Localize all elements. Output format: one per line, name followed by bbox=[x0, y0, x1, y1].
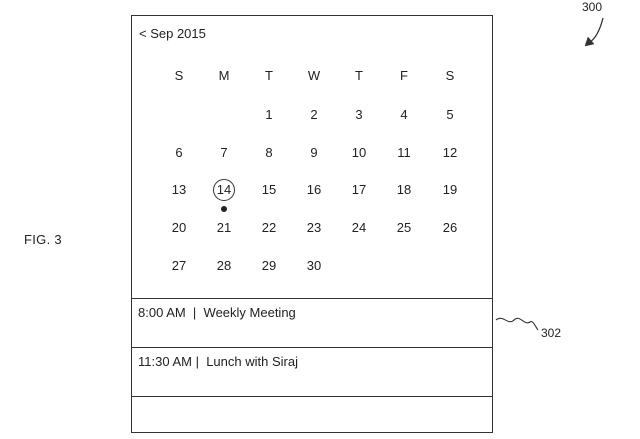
day-cell[interactable] bbox=[159, 179, 199, 201]
day-number: 10 bbox=[351, 145, 367, 160]
event-row[interactable] bbox=[132, 298, 492, 347]
day-number: 6 bbox=[175, 145, 183, 160]
day-cell[interactable] bbox=[249, 255, 289, 277]
day-number: 5 bbox=[446, 107, 454, 122]
day-number: 12 bbox=[442, 145, 458, 160]
weekday-label: S bbox=[174, 68, 184, 83]
weekday-label: S bbox=[445, 68, 455, 83]
day-cell[interactable] bbox=[294, 179, 334, 201]
weekday-label: T bbox=[265, 68, 273, 83]
day-number: 22 bbox=[261, 220, 277, 235]
leader-arrowhead-300 bbox=[585, 37, 594, 46]
day-cell[interactable] bbox=[430, 179, 470, 201]
day-number: 29 bbox=[261, 258, 277, 273]
day-cell[interactable] bbox=[159, 142, 199, 164]
day-number: 21 bbox=[216, 220, 232, 235]
day-cell[interactable] bbox=[249, 217, 289, 239]
day-cell[interactable] bbox=[339, 104, 379, 126]
day-number: 28 bbox=[216, 258, 232, 273]
day-number: 9 bbox=[310, 145, 318, 160]
weekday-label: F bbox=[400, 68, 408, 83]
day-cell[interactable] bbox=[384, 142, 424, 164]
weekday-header-row bbox=[132, 65, 492, 87]
event-indicator-dot bbox=[221, 206, 227, 212]
event-time: 8:00 AM bbox=[138, 305, 186, 320]
day-cell[interactable] bbox=[249, 179, 289, 201]
weekday-label: T bbox=[355, 68, 363, 83]
day-cell-today[interactable] bbox=[204, 179, 244, 201]
day-cell[interactable] bbox=[384, 217, 424, 239]
event-separator: | bbox=[191, 354, 207, 369]
day-number: 16 bbox=[306, 182, 322, 197]
weekday-label: W bbox=[307, 68, 321, 83]
day-cell[interactable] bbox=[159, 255, 199, 277]
event-row[interactable] bbox=[132, 347, 492, 396]
figure-label: FIG. 3 bbox=[24, 232, 62, 247]
day-number: 15 bbox=[261, 182, 277, 197]
empty-event-row bbox=[132, 396, 492, 431]
day-number: 18 bbox=[396, 182, 412, 197]
day-cell[interactable] bbox=[159, 217, 199, 239]
day-cell[interactable] bbox=[204, 255, 244, 277]
leader-squiggle-302 bbox=[496, 318, 538, 330]
event-time: 11:30 AM bbox=[138, 354, 192, 369]
day-cell[interactable] bbox=[339, 179, 379, 201]
day-cell[interactable] bbox=[430, 104, 470, 126]
day-number: 17 bbox=[351, 182, 367, 197]
day-cell[interactable] bbox=[294, 142, 334, 164]
day-number: 27 bbox=[171, 258, 187, 273]
month-back-button[interactable]: < Sep 2015 bbox=[139, 26, 206, 41]
day-cell[interactable] bbox=[384, 104, 424, 126]
day-number: 24 bbox=[351, 220, 367, 235]
day-number: 4 bbox=[400, 107, 408, 122]
day-cell[interactable] bbox=[339, 217, 379, 239]
event-title: Lunch with Siraj bbox=[206, 354, 298, 369]
day-cell[interactable] bbox=[339, 142, 379, 164]
day-number: 7 bbox=[220, 145, 228, 160]
day-cell[interactable] bbox=[430, 142, 470, 164]
day-number: 19 bbox=[442, 182, 458, 197]
day-number: 26 bbox=[442, 220, 458, 235]
day-cell[interactable] bbox=[249, 142, 289, 164]
week-row bbox=[132, 179, 492, 201]
week-row bbox=[132, 142, 492, 164]
day-number: 25 bbox=[396, 220, 412, 235]
day-cell[interactable] bbox=[204, 142, 244, 164]
week-row bbox=[132, 255, 492, 277]
day-number: 23 bbox=[306, 220, 322, 235]
leader-arrow-300 bbox=[590, 18, 603, 42]
day-cell[interactable] bbox=[430, 217, 470, 239]
day-number: 20 bbox=[171, 220, 187, 235]
day-cell[interactable] bbox=[204, 217, 244, 239]
day-number: 13 bbox=[171, 182, 187, 197]
day-cell[interactable] bbox=[249, 104, 289, 126]
weekday-label: M bbox=[218, 68, 230, 83]
day-cell[interactable] bbox=[384, 179, 424, 201]
reference-numeral-300: 300 bbox=[582, 0, 603, 14]
day-number: 11 bbox=[397, 145, 411, 160]
day-number: 2 bbox=[310, 107, 318, 122]
day-number: 1 bbox=[265, 107, 273, 122]
event-separator: | bbox=[185, 305, 204, 320]
day-cell[interactable] bbox=[294, 104, 334, 126]
week-row bbox=[132, 104, 492, 126]
day-number: 14 bbox=[216, 182, 232, 197]
day-cell[interactable] bbox=[294, 217, 334, 239]
event-text bbox=[138, 354, 298, 369]
event-text bbox=[138, 305, 296, 320]
day-number: 30 bbox=[306, 258, 322, 273]
day-cell[interactable] bbox=[294, 255, 334, 277]
day-number: 3 bbox=[355, 107, 363, 122]
day-number: 8 bbox=[265, 145, 273, 160]
reference-numeral-302: 302 bbox=[541, 326, 562, 340]
event-title: Weekly Meeting bbox=[203, 305, 296, 320]
calendar-device-frame bbox=[131, 15, 493, 433]
week-row bbox=[132, 217, 492, 239]
